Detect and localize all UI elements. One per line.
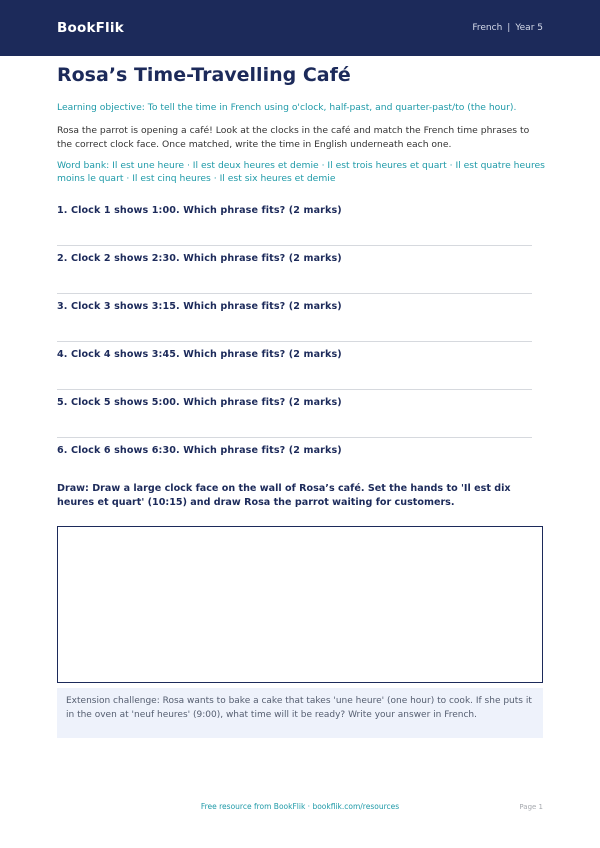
- question-text: 3. Clock 3 shows 3:15. Which phrase fits? (2 marks): [57, 301, 342, 312]
- answer-line[interactable]: [57, 293, 532, 294]
- header-meta: [472, 23, 543, 33]
- question-3: [57, 301, 532, 349]
- header-separator: |: [507, 23, 511, 33]
- question-5: [57, 397, 532, 445]
- question-4: [57, 349, 532, 397]
- footer-text: Free resource from BookFlik · bookflik.com/resources: [200, 802, 400, 811]
- question-text: 5. Clock 5 shows 5:00. Which phrase fits? (2 marks): [57, 397, 342, 408]
- question-1: [57, 205, 532, 253]
- extension-challenge: Extension challenge: Rosa wants to bake a cake that takes 'une heure' (one hour) to cook. If she puts it in the oven at 'neuf heures' (9:00), what time will it be ready? Write your answer in French.: [57, 688, 543, 738]
- answer-line[interactable]: [57, 245, 532, 246]
- question-2: [57, 253, 532, 301]
- page-title: Rosa’s Time-Travelling Café: [57, 64, 351, 86]
- answer-line[interactable]: [57, 341, 532, 342]
- question-text: 1. Clock 1 shows 1:00. Which phrase fits? (2 marks): [57, 205, 342, 216]
- learning-objective: Learning objective: To tell the time in French using o'clock, half-past, and quarter-past/to (the hour).: [57, 102, 517, 113]
- answer-line[interactable]: [57, 389, 532, 390]
- subject-label: French: [472, 23, 503, 33]
- word-bank: Word bank: Il est une heure · Il est deux heures et demie · Il est trois heures et quart · Il est quatre heures moins le quart · Il est cinq heures · Il est six heures et demie: [57, 160, 545, 184]
- brand-logo: BookFlik: [57, 20, 124, 36]
- draw-prompt: Draw: Draw a large clock face on the wall of Rosa’s café. Set the hands to 'Il est dix heures et quart' (10:15) and draw Rosa the parrot waiting for customers.: [57, 483, 511, 508]
- header-bar: [0, 0, 600, 56]
- intro-text: Rosa the parrot is opening a café! Look at the clocks in the café and match the French time phrases to the correct clock face. Once matched, write the time in English underneath each one.: [57, 125, 530, 150]
- question-text: 2. Clock 2 shows 2:30. Which phrase fits? (2 marks): [57, 253, 342, 264]
- question-text: 4. Clock 4 shows 3:45. Which phrase fits? (2 marks): [57, 349, 342, 360]
- answer-line[interactable]: [57, 437, 532, 438]
- question-text: 6. Clock 6 shows 6:30. Which phrase fits? (2 marks): [57, 445, 342, 456]
- drawing-area[interactable]: [57, 526, 543, 683]
- year-label: Year 5: [515, 23, 543, 33]
- page-number: Page 1: [519, 803, 543, 811]
